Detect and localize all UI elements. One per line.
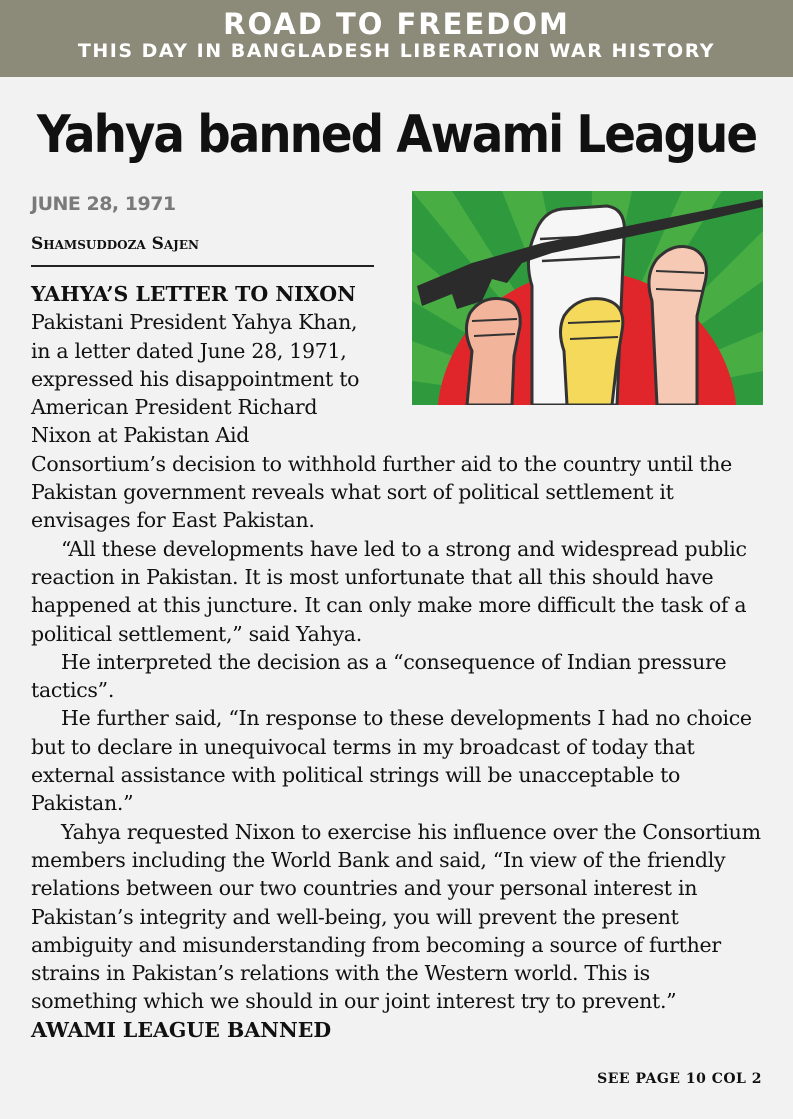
paragraph-5: Yahya requested Nixon to exercise his influence over the Consortium members including the World Bank and said, “In view of the friendly relations between our two countries and your personal interest in Pakistan’s integrity and well-being, you will prevent the present ambiguity and misunderstanding from becoming a source of further strains in Pakistan’s relations with the Western world. This is something which we should in our joint interest try to prevent.”: [31, 819, 761, 1014]
continuation-note[interactable]: SEE PAGE 10 COL 2: [597, 1071, 762, 1087]
paragraph-2: “All these developments have led to a strong and widespread public reaction in Pakistan. It is most unfortunate that all this should have happened at this juncture. It can only make more difficult the task of a political settlement,” said Yahya.: [31, 536, 747, 646]
dateline: JUNE 28, 1971: [31, 193, 176, 215]
banner-title: ROAD TO FREEDOM: [223, 7, 570, 41]
article-body: [31, 280, 761, 1044]
illustration-wrap-space: [363, 280, 761, 426]
byline-divider: [31, 265, 374, 267]
byline: Shamsuddoza Sajen: [31, 234, 199, 254]
subhead-yahya-letter: YAHYA’S LETTER TO NIXON: [31, 282, 356, 306]
headline: Yahya banned Awami League: [36, 105, 757, 165]
paragraph-1: Pakistani President Yahya Khan, in a letter dated June 28, 1971, expressed his disappointment to American President Richard Nixon at Pakistan Aid Consortium’s decision to withhold further aid to the country until the Pakistan government reveals what sort of political settlement it envisages for East Pakistan.: [31, 310, 732, 533]
section-banner: [0, 0, 793, 77]
subhead-awami-league-banned: AWAMI LEAGUE BANNED: [31, 1017, 332, 1042]
banner-subtitle: THIS DAY IN BANGLADESH LIBERATION WAR HISTORY: [77, 40, 716, 62]
paragraph-3: He interpreted the decision as a “consequence of Indian pressure tactics”.: [31, 649, 727, 703]
paragraph-4: He further said, “In response to these developments I had no choice but to declare in unequivocal terms in my broadcast of today that external assistance with political strings will be unacceptable to Pakistan.”: [31, 706, 752, 816]
